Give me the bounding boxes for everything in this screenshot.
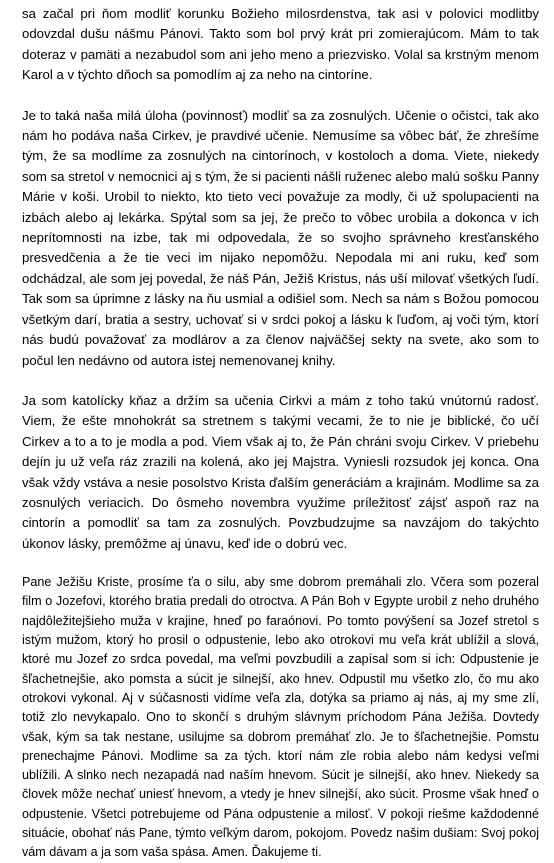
- paragraph-gap: [22, 86, 539, 106]
- paragraph-gap: [22, 554, 539, 573]
- paragraph-4: Pane Ježišu Kriste, prosíme ťa o silu, aby sme dobrom premáhali zlo. Včera som pozeral film o Jozefovi, ktorého bratia predali do otroctva. A Pán Boh v Egypte urobil z neho druhého najdôležitejšieho muža v krajine, hneď po faraónovi. Po tomto povýšení sa Jozef stretol s istým mužom, ktorý ho prosil o odpustenie, lebo ako otrokovi mu veľa krát ublížil a slová, ktoré mu Jozef zo srdca povedal, ma veľmi povzbudili a zapísal som si ich: Odpustenie je šľachetnejšie, ako pomsta a súcit je silnejší, ako hnev. Odpustil mu všetko zlo, čo mu ako otrokovi vykonal. Aj v súčasnosti vidíme veľa zla, dotýka sa priamo aj nás, aj my sme zlí, totiž zlo nevykapalo. Ono to skončí s druhým slávnym príchodom Pána Ježiša. Dovtedy však, kým sa tak nestane, usilujme sa dobrom premáhať zlo. Je to šľachetnejšie. Pomstu prenechajme Pánovi. Modlime sa za tých. ktorí nám zle robia alebo nám kedysi veľmi ublížili. A slnko nech nezapadá nad naším hnevom. Súcit je silnejší, ako hnev. Niekedy sa človek môže nechať uniesť hnevom, a vtedy je hnev silnejší, ako súcit. Prosme však hneď o odpustenie. Všetci potrebujeme od Pána odpustenie a milosť. V pokoji riešme každodenné situácie, obohať nás Pane, týmto veľkým darom, pokojom. Povedz našim dušiam: Svoj pokoj vám dávam a ja som vaša spása. Amen. Ďakujeme ti.: [22, 575, 539, 860]
- paragraph-gap: [22, 371, 539, 391]
- paragraph-1: sa začal pri ňom modliť korunku Božieho milosrdenstva, tak asi v polovici modlitby odovzdal dušu nášmu Pánovi. Takto som bol prvý krát pri zomierajúcom. Mám to tak doteraz v pamäti a nezabudol som ani jeho meno a priezvisko. Volal sa krstným menom Karol a v týchto dňoch sa pomodlím aj za neho na cintoríne.: [22, 6, 539, 83]
- paragraph-2: Je to taká naša milá úloha (povinnosť) modliť sa za zosnulých. Učenie o očistci, tak ako nám ho podáva naša Cirkev, je pravdivé učenie. Nemusíme sa vôbec báť, že zhrešíme tým, že sa modlíme za zosnulých na cintorínoch, v kostoloch a doma. Viete, niekedy som sa stretol v nemocnici aj s tým, že si pacienti nášli ruženec alebo malú sošku Panny Márie v koši. Urobil to niekto, kto tieto veci považuje za modly, či už spolupacienti na izbách alebo aj lekárka. Spýtal som sa jej, že prečo to vôbec urobila a dokonca v ich neprítomnosti na izbe, tak mi odpovedala, že so svojho správneho kresťanského presvedčenia a že tie veci im nijako nepomôžu. Nepodala mi ani ruku, keď som odchádzal, ale som jej povedal, že náš Pán, Ježiš Kristus, nás uší milovať všetkých ľudí. Tak som sa úprimne z lásky na ňu usmial a odišiel som. Nech sa nám s Božou pomocou všetkým darí, bratia a sestry, uchovať si v srdci pokoj a lásku k ľuďom, aj voči tým, ktorí nás budú považovať za modlárov a za členov najväčšej sekty na svete, ako som to počul len nedávno od autora istej nemenovanej knihy.: [22, 107, 539, 368]
- paragraph-3: Ja som katolícky kňaz a držím sa učenia Cirkvi a mám z toho takú vnútornú radosť. Viem, že ešte mnohokrát sa stretnem s takými vecami, že to nie je biblické, čo učí Cirkev a to a to je modla a pod. Viem však aj to, že Pán chráni svoju Cirkev. V priebehu dejín ju už veľa ráz zrazili na kolená, ako jej Majstra. Vyniesli rozsudok jej konca. Ona však vždy vstáva a nesie posolstvo Krista ďalším generáciám a krajinám. Modlime sa za zosnulých veriacich. Do ôsmeho novembra využime príležitosť zájsť aspoň raz na cintorín a pomodliť sa tam za zosnulých. Povzbudzujme sa navzájom do takýchto úkonov lásky, premôžme aj únavu, keď ide o dobrú vec.: [22, 392, 539, 551]
